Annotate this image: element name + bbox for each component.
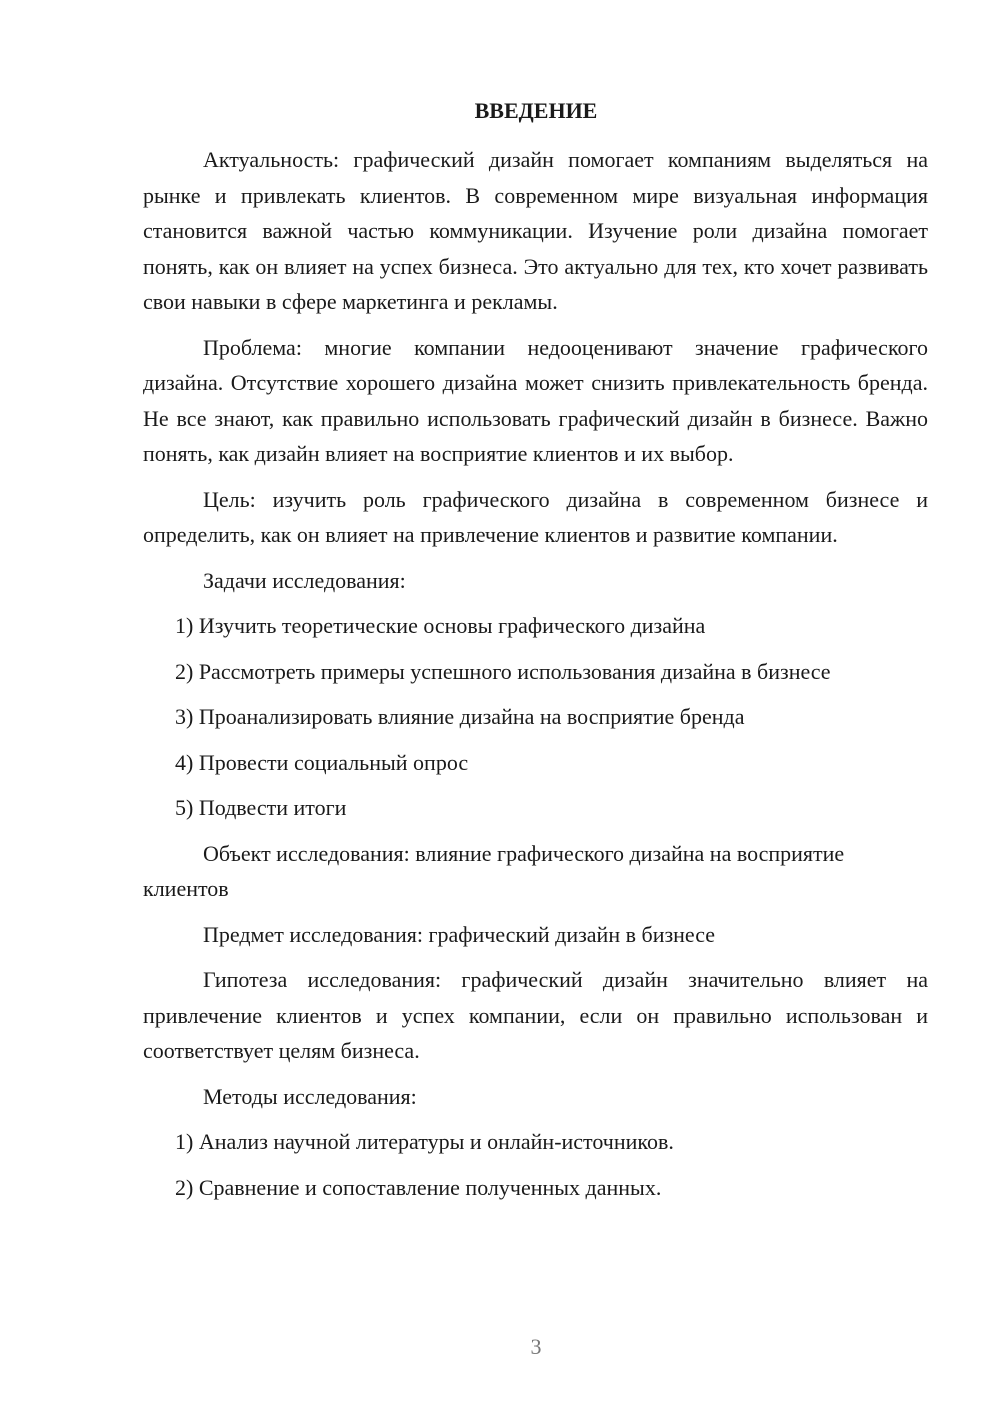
tasks-list <box>143 608 928 826</box>
list-item: 2) Рассмотреть примеры успешного использования дизайна в бизнесе <box>175 658 831 684</box>
document-body <box>143 142 928 1215</box>
hypothesis-paragraph: Гипотеза исследования: графический дизайн значительно влияет на привлечение клиентов и успех компании, если он правильно использован и соответствует целям бизнеса. <box>143 967 928 1063</box>
problem-paragraph: Проблема: многие компании недооценивают значение графического дизайна. Отсутствие хорошего дизайна может снизить привлекательность бренда. Не все знают, как правильно использовать графический дизайн в бизнесе. Важно понять, как дизайн влияет на восприятие клиентов и их выбор. <box>143 334 928 466</box>
list-item: 1) Анализ научной литературы и онлайн-источников. <box>175 1129 674 1154</box>
tasks-heading: Задачи исследования: <box>203 567 406 593</box>
goal-paragraph: Цель: изучить роль графического дизайна в современном бизнесе и определить, как он влияет на привлечение клиентов и развитие компании. <box>143 486 928 547</box>
list-item: 4) Провести социальный опрос <box>175 749 469 775</box>
list-item: 2) Сравнение и сопоставление полученных данных. <box>175 1174 662 1200</box>
methods-heading: Методы исследования: <box>203 1083 417 1109</box>
list-item: 3) Проанализировать влияние дизайна на восприятие бренда <box>175 704 745 729</box>
list-item: 1) Изучить теоретические основы графического дизайна <box>175 613 706 638</box>
subject-paragraph: Предмет исследования: графический дизайн в бизнесе <box>203 921 716 947</box>
relevance-paragraph: Актуальность: графический дизайн помогает компаниям выделяться на рынке и привлекать клиентов. В современном мире визуальная информация становится важной частью коммуникации. Изучение роли дизайна помогает понять, как он влияет на успех бизнеса. Это актуально для тех, кто хочет развивать свои навыки в сфере маркетинга и рекламы. <box>143 147 928 314</box>
page-number: 3 <box>530 1334 542 1359</box>
list-item: 5) Подвести итоги <box>175 795 347 820</box>
page-title: ВВЕДЕНИЕ <box>474 98 598 123</box>
object-paragraph: Объект исследования: влияние графического дизайна на восприятие клиентов <box>143 840 845 901</box>
methods-list <box>143 1124 928 1205</box>
